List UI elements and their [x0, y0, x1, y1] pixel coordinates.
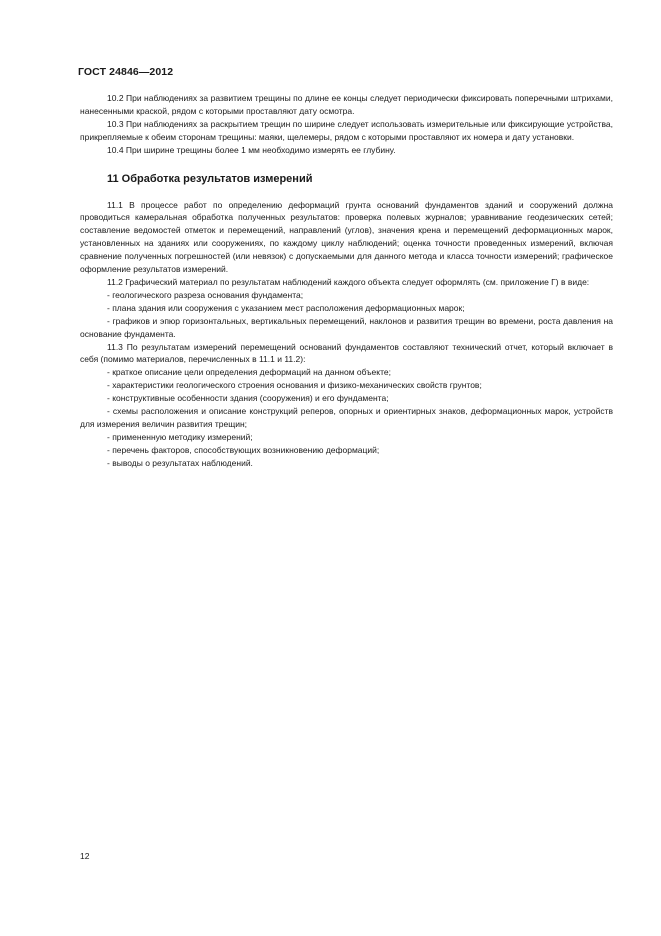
list-item: - графиков и эпюр горизонтальных, вертикальных перемещений, наклонов и развития трещин во времени, роста давления на основание фундамента. — [80, 315, 613, 339]
list-item: - схемы расположения и описание конструкций реперов, опорных и ориентирных знаков, деформационных марок, устройств для измерения величин развития трещин; — [80, 406, 613, 429]
list-item: - конструктивные особенности здания (сооружения) и его фундамента; — [107, 393, 389, 404]
paragraph-11-1: 11.1 В процессе работ по определению деформаций грунта оснований фундаментов зданий и сооружений должна проводиться камеральная обработка полученных результатов: проверка полевых журналов; уравнивание геодезических сетей; составление ведомостей отметок и перемещений, направлений (углов), значения крена и перемещений деформационных марок, установленных на зданиях или сооружениях, по каждому циклу наблюдений; оценка точности проведенных измерений, включая сравнение полученных погрешностей (или невязок) с допускаемыми для данного метода и класса точности измерений; графическое оформление результатов измерений. — [80, 199, 613, 275]
document-body — [80, 92, 613, 470]
list-item: - геологического разреза основания фундамента; — [107, 289, 304, 300]
document-header: ГОСТ 24846—2012 — [78, 66, 174, 78]
section-11-title: 11 Обработка результатов измерений — [107, 172, 313, 185]
list-item: - выводы о результатах наблюдений. — [107, 457, 253, 468]
paragraph-10-3: 10.3 При наблюдениях за раскрытием трещин по ширине следует использовать измерительные или фиксирующие устройства, прикрепляемые к обеим сторонам трещины: маяки, щелемеры, рядом с которыми проставляют их номера и дату установки. — [80, 118, 613, 142]
paragraph-10-2: 10.2 При наблюдениях за развитием трещины по длине ее концы следует периодически фиксировать поперечными штрихами, нанесенными краской, рядом с которыми проставляют дату осмотра. — [80, 93, 613, 116]
paragraph-10-4: 10.4 При ширине трещины более 1 мм необходимо измерять ее глубину. — [107, 144, 396, 155]
list-item: - плана здания или сооружения с указанием мест расположения деформационных марок; — [107, 302, 465, 313]
list-item: - характеристики геологического строения основания и физико-механических свойств грунтов; — [107, 380, 482, 391]
list-item: - краткое описание цели определения деформаций на данном объекте; — [107, 367, 391, 378]
paragraph-11-2: 11.2 Графический материал по результатам наблюдений каждого объекта следует оформлять (см. приложение Г) в виде: — [107, 276, 590, 287]
page-number: 12 — [80, 851, 90, 861]
list-item: - перечень факторов, способствующих возникновению деформаций; — [107, 444, 380, 455]
list-item: - примененную методику измерений; — [107, 431, 253, 442]
paragraph-11-3: 11.3 По результатам измерений перемещений оснований фундаментов составляют технический отчет, который включает в себя (помимо материалов, перечисленных в 11.1 и 11.2): — [80, 341, 613, 365]
